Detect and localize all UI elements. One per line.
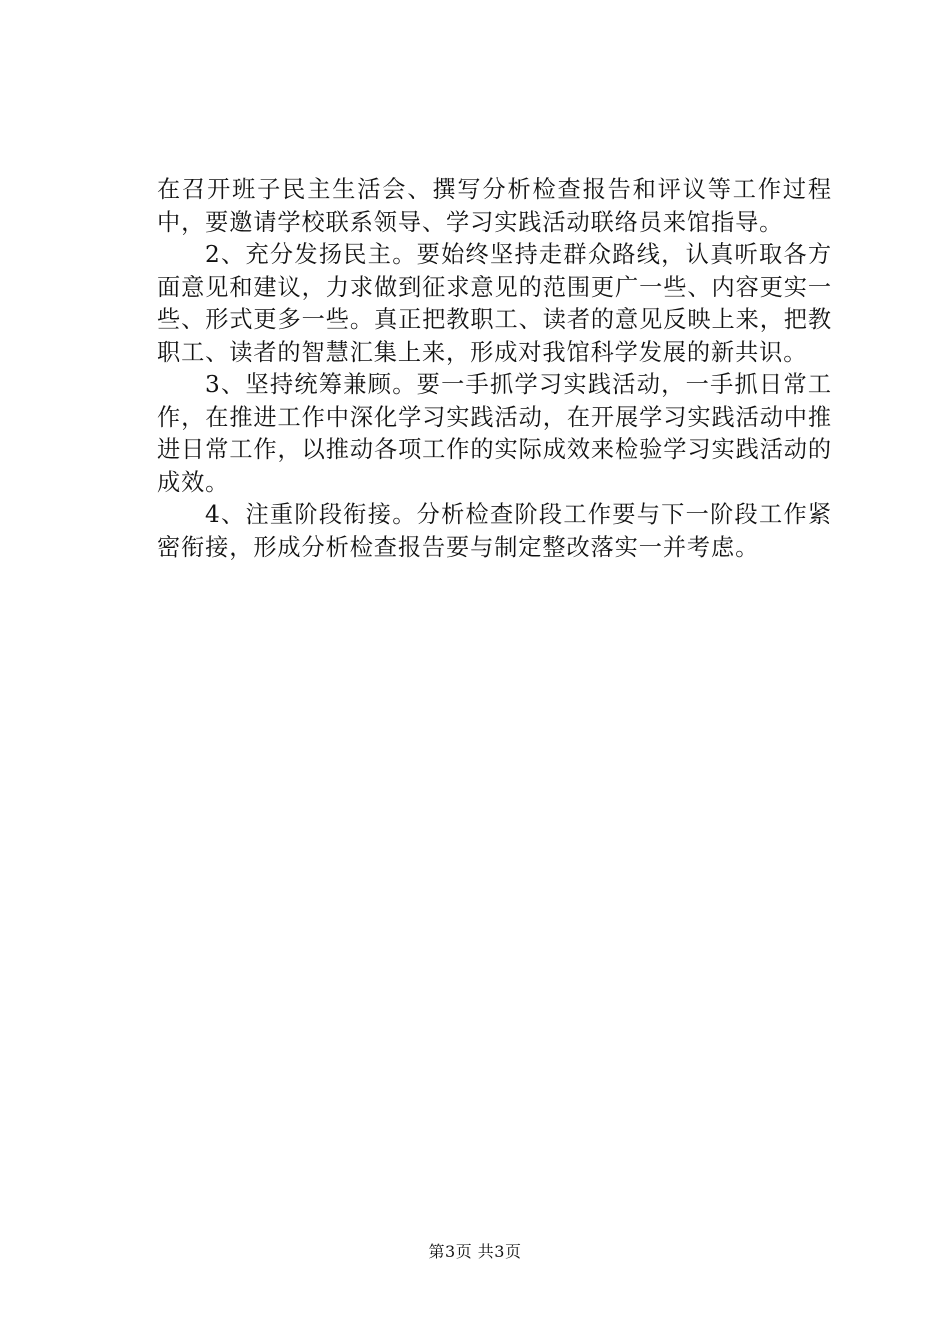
document-body	[157, 174, 832, 564]
paragraph-continuation: 在召开班子民主生活会、撰写分析检查报告和评议等工作过程中，要邀请学校联系领导、学习实践活动联络员来馆指导。	[157, 176, 832, 236]
page-footer: 第3页 共3页	[428, 1242, 522, 1261]
paragraph-item-3: 3、坚持统筹兼顾。要一手抓学习实践活动，一手抓日常工作，在推进工作中深化学习实践活动，在开展学习实践活动中推进日常工作，以推动各项工作的实际成效来检验学习实践活动的成效。	[157, 371, 832, 496]
paragraph-item-4: 4、注重阶段衔接。分析检查阶段工作要与下一阶段工作紧密衔接，形成分析检查报告要与制定整改落实一并考虑。	[157, 501, 832, 561]
paragraph-item-2: 2、充分发扬民主。要始终坚持走群众路线，认真听取各方面意见和建议，力求做到征求意见的范围更广一些、内容更实一些、形式更多一些。真正把教职工、读者的意见反映上来，把教职工、读者的智慧汇集上来，形成对我馆科学发展的新共识。	[157, 241, 832, 366]
